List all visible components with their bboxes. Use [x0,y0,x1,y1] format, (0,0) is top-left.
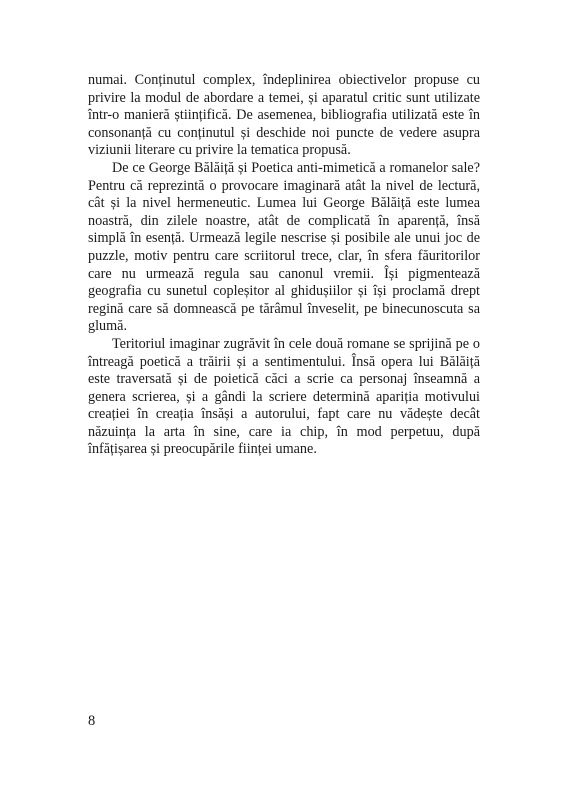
paragraph-question: De ce George Bălăiță și Poetica anti-mimetică a romanelor sale? Pentru că reprezintă o provocare imaginară atât la nivel de lectură, cât și la nivel hermeneutic. Lumea lui George Bălăiță este lumea noastră, din zilele noastre, atât de complicată în aparență, însă simplă în esență. Urmează legile nescrise și posibile ale unui joc de puzzle, motiv pentru care scriitorul trece, clar, în sfera făuritorilor care nu urmează regula sau canonul vremii. Își pigmentează geografia cu sunetul copleșitor al ghidușiilor și își proclamă drept regină care să domnească pe tărâmul înveselit, pe binecunoscuta sa glumă. [88,159,480,335]
body-text [88,72,480,459]
paragraph-continuation: numai. Conținutul complex, îndeplinirea obiectivelor propuse cu privire la modul de abordare a temei, și aparatul critic sunt utilizate într-o manieră științifică. De asemenea, bibliografia utilizată este în consonanță cu conținutul și deschide noi puncte de vedere asupra viziunii literare cu privire la tematica propusă. [88,72,480,159]
page-number: 8 [88,713,96,729]
paragraph-territory: Teritoriul imaginar zugrăvit în cele două romane se sprijină pe o întreagă poetică a trăirii și a sentimentului. Însă opera lui Bălăiță este traversată și de poietică căci a scrie ca personaj înseamnă a genera scrierea, și a gândi la scriere determină apariția motivului creației în creația însăși a autorului, fapt care nu vădește decât năzuința la arta în sine, care ia chip, în mod perpetuu, după înfățișarea și preocupările ființei umane. [88,335,480,458]
